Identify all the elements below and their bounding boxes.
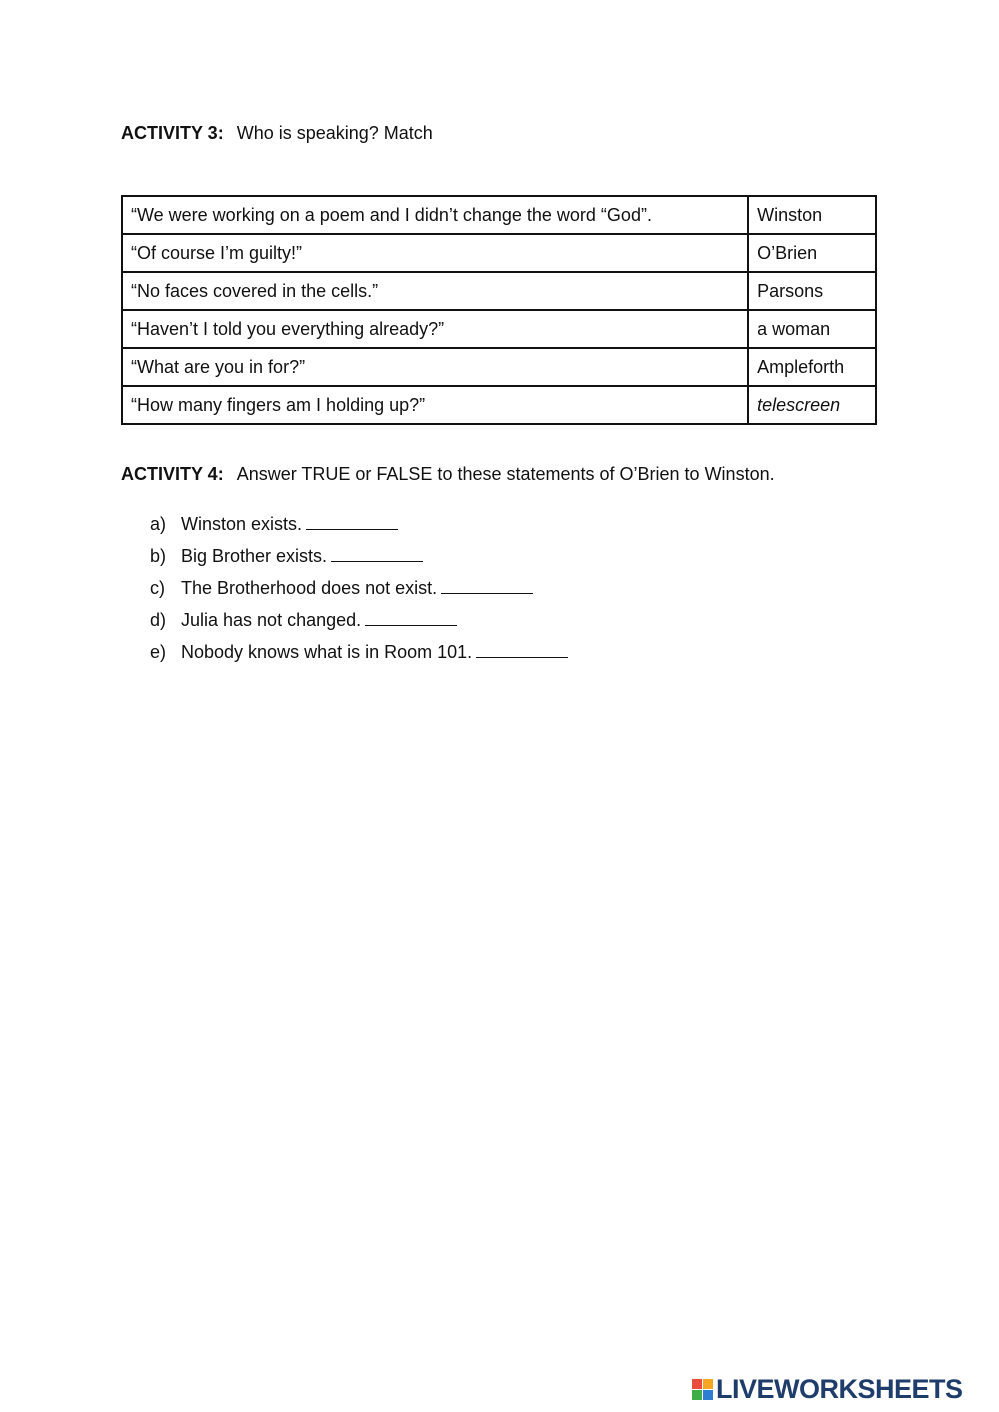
logo-square [692, 1379, 702, 1389]
speaker-cell[interactable]: Parsons [748, 272, 876, 310]
item-marker: a) [150, 514, 167, 534]
quote-cell: “How many fingers am I holding up?” [122, 386, 748, 424]
statement-text: Winston exists. [181, 514, 303, 534]
activity-3-heading [121, 122, 433, 144]
statement-text: Big Brother exists. [181, 546, 328, 566]
speaker-cell[interactable]: Winston [748, 196, 876, 234]
answer-blank[interactable] [331, 544, 423, 562]
list-item [150, 576, 568, 608]
list-item [150, 544, 568, 576]
logo-square [703, 1390, 713, 1400]
quote-cell: “We were working on a poem and I didn’t change the word “God”. [122, 196, 748, 234]
activity-4-label: ACTIVITY 4: [121, 464, 224, 484]
quote-cell: “What are you in for?” [122, 348, 748, 386]
speaker-cell[interactable]: O’Brien [748, 234, 876, 272]
logo-text: LIVEWORKSHEETS [716, 1373, 963, 1404]
quote-cell: “No faces covered in the cells.” [122, 272, 748, 310]
activity-4-heading [121, 463, 775, 485]
table-row [122, 196, 876, 234]
table-row [122, 386, 876, 424]
answer-blank[interactable] [476, 640, 568, 658]
statement-text: Nobody knows what is in Room 101. [181, 642, 473, 662]
logo-square [703, 1379, 713, 1389]
liveworksheets-logo [692, 1373, 963, 1405]
table-row [122, 234, 876, 272]
list-item [150, 608, 568, 640]
quote-cell: “Haven’t I told you everything already?” [122, 310, 748, 348]
item-marker: c) [150, 578, 165, 598]
speaker-cell[interactable]: a woman [748, 310, 876, 348]
answer-blank[interactable] [441, 576, 533, 594]
item-marker: d) [150, 610, 167, 630]
table-row [122, 310, 876, 348]
list-item [150, 640, 568, 672]
activity-4-instruction: Answer TRUE or FALSE to these statements of O’Brien to Winston. [236, 464, 775, 484]
item-marker: e) [150, 642, 167, 662]
list-item [150, 512, 568, 544]
speaker-cell[interactable]: telescreen [748, 386, 876, 424]
table-row [122, 272, 876, 310]
table-row [122, 348, 876, 386]
liveworksheets-logo-icon [692, 1379, 713, 1400]
answer-blank[interactable] [306, 512, 398, 530]
item-marker: b) [150, 546, 167, 566]
logo-square [692, 1390, 702, 1400]
activity-3-label: ACTIVITY 3: [121, 123, 224, 143]
true-false-list [150, 512, 568, 672]
activity-3-instruction: Who is speaking? Match [236, 123, 433, 143]
statement-text: The Brotherhood does not exist. [181, 578, 438, 598]
speaker-cell[interactable]: Ampleforth [748, 348, 876, 386]
quote-cell: “Of course I’m guilty!” [122, 234, 748, 272]
statement-text: Julia has not changed. [181, 610, 362, 630]
matching-table [121, 195, 877, 425]
answer-blank[interactable] [365, 608, 457, 626]
